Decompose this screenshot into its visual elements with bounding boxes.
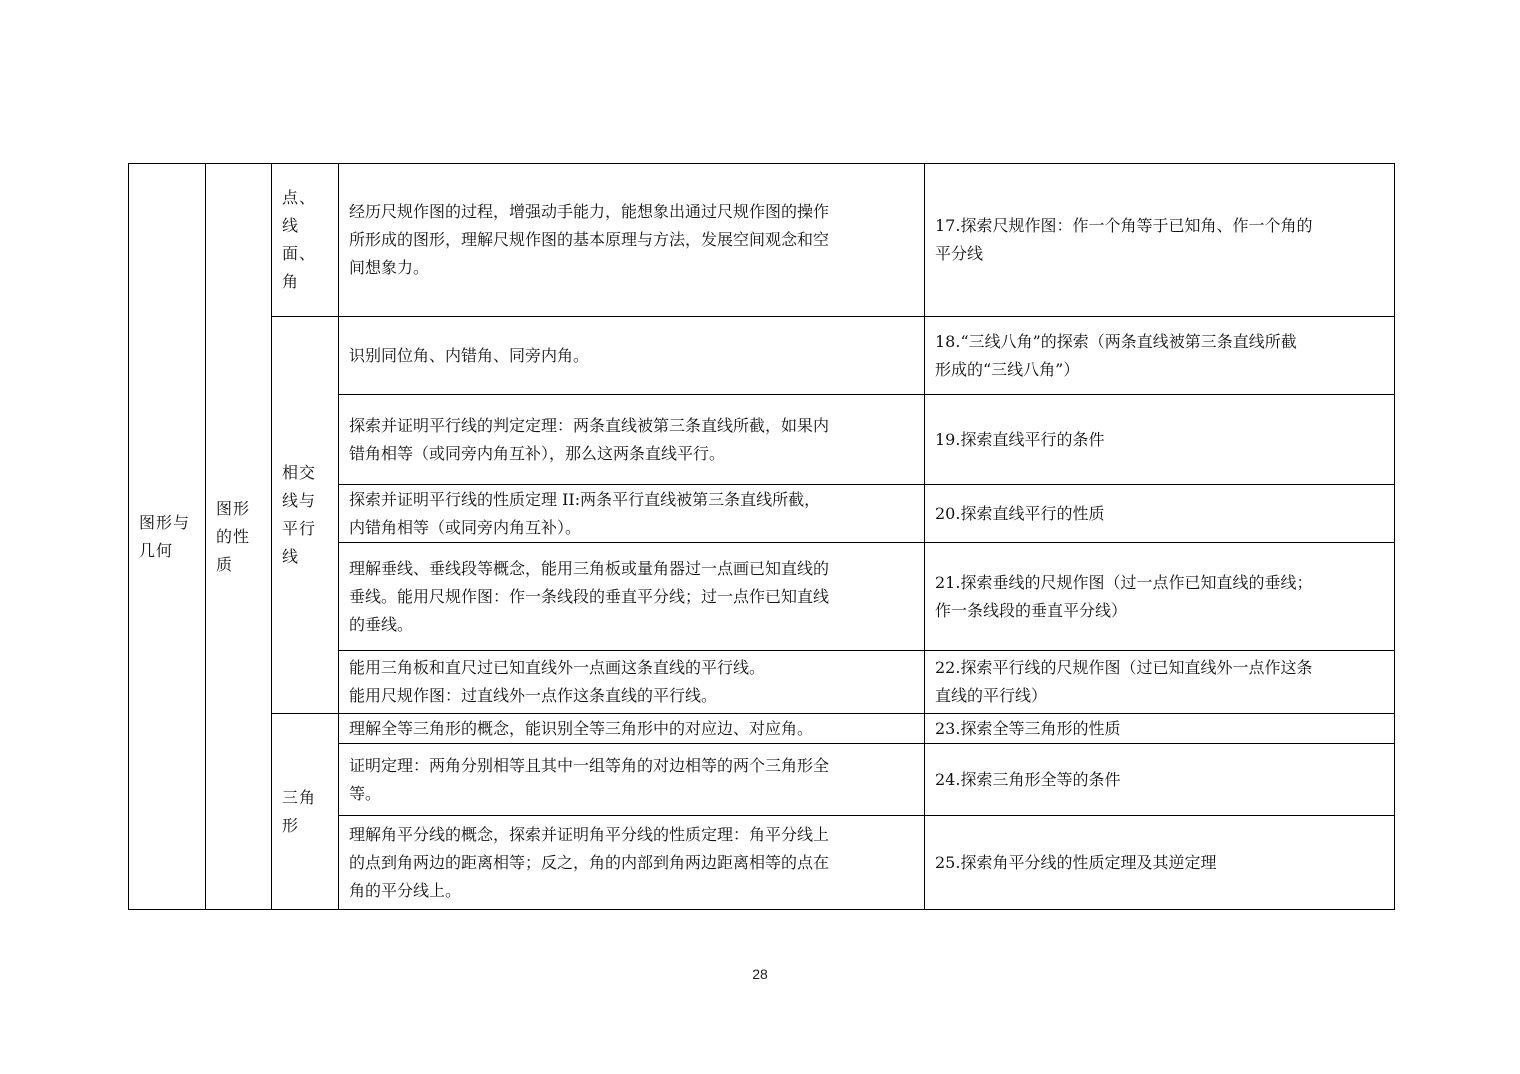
activity-line: 平分线: [935, 244, 984, 263]
requirement-line: 的点到角两边的距离相等；反之，角的内部到角两边距离相等的点在: [349, 852, 830, 872]
requirement-line: 理解角平分线的概念，探索并证明角平分线的性质定理：角平分线上: [349, 824, 830, 844]
activity-line: 24.探索三角形全等的条件: [935, 769, 1121, 789]
requirement-line: 间想象力。: [349, 258, 430, 277]
subarea-cell: [206, 164, 272, 910]
requirement-line: 垂线。能用尺规作图：作一条线段的垂直平分线；过一点作已知直线: [349, 586, 830, 606]
subarea-label-line: 的性: [216, 526, 251, 546]
topic-cell-points: [272, 164, 339, 317]
requirement-cell: [339, 651, 925, 714]
requirement-line: 错角相等（或同旁内角互补），那么这两条直线平行。: [349, 443, 726, 463]
topic-label-line: 形: [282, 815, 300, 835]
subarea-label-line: 图形: [216, 498, 251, 518]
activity-line: 21.探索垂线的尺规作图（过一点作已知直线的垂线；: [935, 572, 1313, 592]
requirement-line: 所形成的图形，理解尺规作图的基本原理与方法，发展空间观念和空: [349, 230, 830, 249]
requirement-cell: [339, 485, 925, 543]
requirement-line: 能用三角板和直尺过已知直线外一点画这条直线的平行线。: [349, 658, 766, 677]
topic-label-line: 三角: [282, 787, 317, 807]
requirement-cell: [339, 816, 925, 910]
requirement-line: 内错角相等（或同旁内角互补）。: [349, 517, 582, 537]
activity-line: 20.探索直线平行的性质: [935, 503, 1105, 523]
activity-cell: [925, 317, 1395, 395]
activity-line: 直线的平行线）: [935, 686, 1048, 705]
requirement-line: 探索并证明平行线的判定定理：两条直线被第三条直线所截，如果内: [349, 415, 830, 435]
activity-cell: [925, 485, 1395, 543]
area-label-line: 图形与: [139, 512, 191, 532]
topic-label-line: 线与: [282, 491, 317, 510]
requirement-line: 角的平分线上。: [349, 880, 462, 900]
requirement-line: 证明定理：两角分别相等且其中一组等角的对边相等的两个三角形全: [349, 755, 830, 775]
requirement-line: 理解全等三角形的概念，能识别全等三角形中的对应边、对应角。: [349, 718, 814, 738]
requirement-line: 识别同位角、内错角、同旁内角。: [349, 345, 590, 365]
requirement-cell: [339, 744, 925, 816]
table-row: [129, 714, 1395, 744]
activity-cell: [925, 651, 1395, 714]
activity-cell: [925, 543, 1395, 651]
requirement-cell: [339, 714, 925, 744]
activity-cell: [925, 816, 1395, 910]
activity-line: 形成的“三线八角”）: [935, 359, 1080, 379]
requirement-line: 探索并证明平行线的性质定理 II:两条平行直线被第三条直线所截，: [349, 489, 821, 509]
requirement-line: 的垂线。: [349, 614, 414, 634]
topic-cell-lines: [272, 317, 339, 714]
activity-line: 19.探索直线平行的条件: [935, 429, 1105, 449]
page-number: 28: [752, 966, 768, 982]
table-row: [129, 164, 1395, 317]
requirement-line: 等。: [349, 783, 382, 803]
requirement-line: 能用尺规作图：过直线外一点作这条直线的平行线。: [349, 686, 718, 705]
topic-label-line: 点、线: [282, 188, 317, 235]
topic-label-line: 面、角: [282, 244, 317, 291]
activity-line: 22.探索平行线的尺规作图（过已知直线外一点作这条: [935, 658, 1313, 677]
area-cell: [129, 164, 206, 910]
activity-cell: [925, 164, 1395, 317]
activity-line: 18.“三线八角”的探索（两条直线被第三条直线所截: [935, 331, 1297, 351]
activity-cell: [925, 395, 1395, 485]
topic-cell-triangle: [272, 714, 339, 910]
activity-cell: [925, 744, 1395, 816]
activity-line: 作一条线段的垂直平分线）: [935, 600, 1128, 620]
area-label-line: 几何: [139, 540, 174, 560]
activity-cell: [925, 714, 1395, 744]
requirement-line: 经历尺规作图的过程，增强动手能力，能想象出通过尺规作图的操作: [349, 202, 830, 221]
topic-label-line: 线: [282, 547, 300, 566]
requirement-cell: [339, 317, 925, 395]
topic-label-line: 相交: [282, 463, 317, 482]
table-row: [129, 317, 1395, 395]
activity-line: 25.探索角平分线的性质定理及其逆定理: [935, 852, 1217, 872]
requirement-line: 理解垂线、垂线段等概念，能用三角板或量角器过一点画已知直线的: [349, 558, 830, 578]
curriculum-table: [128, 163, 1395, 910]
activity-line: 23.探索全等三角形的性质: [935, 718, 1121, 738]
requirement-cell: [339, 543, 925, 651]
topic-label-line: 平行: [282, 519, 317, 538]
subarea-label-line: 质: [216, 554, 234, 574]
activity-line: 17.探索尺规作图：作一个角等于已知角、作一个角的: [935, 216, 1313, 235]
requirement-cell: [339, 395, 925, 485]
requirement-cell: [339, 164, 925, 317]
